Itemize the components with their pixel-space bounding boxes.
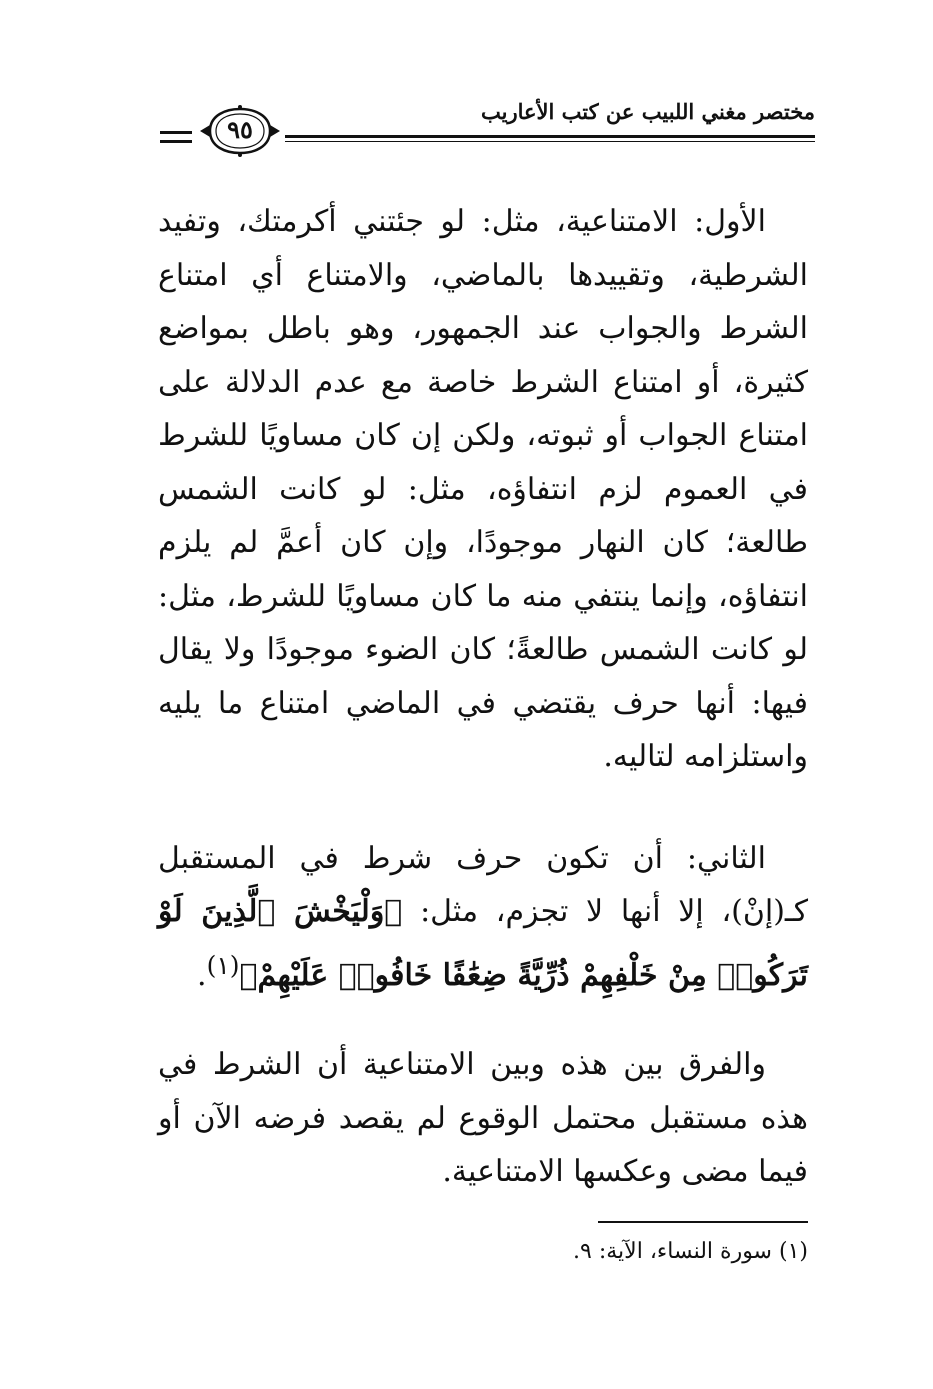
book-title: مختصر مغني اللبيب عن كتب الأعاريب (480, 99, 815, 124)
footnote-separator (598, 1221, 808, 1223)
header-rule (285, 135, 815, 138)
footnote: (١) سورة النساء، الآية: ٩. (573, 1239, 808, 1264)
header-rule-thin (285, 141, 815, 142)
paragraph-text-end: . (197, 957, 207, 993)
header-end-ornament (160, 131, 192, 143)
page-number-badge (196, 103, 284, 159)
page-number: ٩٥ (227, 115, 253, 144)
paragraph-text: الثاني: أن تكون حرف شرط في المستقبل كـ(إنْ)، إلا أنها لا تجزم، مثل: (158, 840, 809, 929)
footnote-reference: (١) (206, 950, 240, 980)
paragraph-second-meaning (158, 832, 808, 1003)
page-header (150, 95, 815, 167)
paragraph-difference: والفرق بين هذه وبين الامتناعية أن الشرط في هذه مستقبل محتمل الوقوع لم يقصد فرضه الآن أو فيما مضى وعكسها الامتناعية. (158, 1047, 808, 1189)
quran-verse: ﴿وَلْيَخْشَ ٱلَّذِينَ لَوْ تَرَكُوا۟ مِنْ خَلْفِهِمْ ذُرِّيَّةً ضِعَٰفًا خَافُوا۟ عَلَيْهِمْ﴾ (158, 894, 808, 993)
paragraph-first-meaning: الأول: الامتناعية، مثل: لو جئتني أكرمتك، وتفيد الشرطية، وتقييدها بالماضي، والامتناع أي امتناع الشرط والجواب عند الجمهور، وهو باطل بمواضع كثيرة، أو امتناع الشرط خاصة مع عدم الدلالة على امتناع الجواب أو ثبوته، ولكن إن كان مساويًا للشرط في العموم لزم انتفاؤه، مثل: لو كانت الشمس طالعة؛ كان النهار موجودًا، وإن كان أعمَّ لم يلزم انتفاؤه، وإنما ينتفي منه ما كان مساويًا للشرط، مثل: لو كانت الشمس طالعةً؛ كان الضوء موجودًا ولا يقال فيها: أنها حرف يقتضي في الماضي امتناع ما يليه واستلزامه لتاليه. (158, 204, 808, 774)
page-body (158, 195, 808, 1199)
